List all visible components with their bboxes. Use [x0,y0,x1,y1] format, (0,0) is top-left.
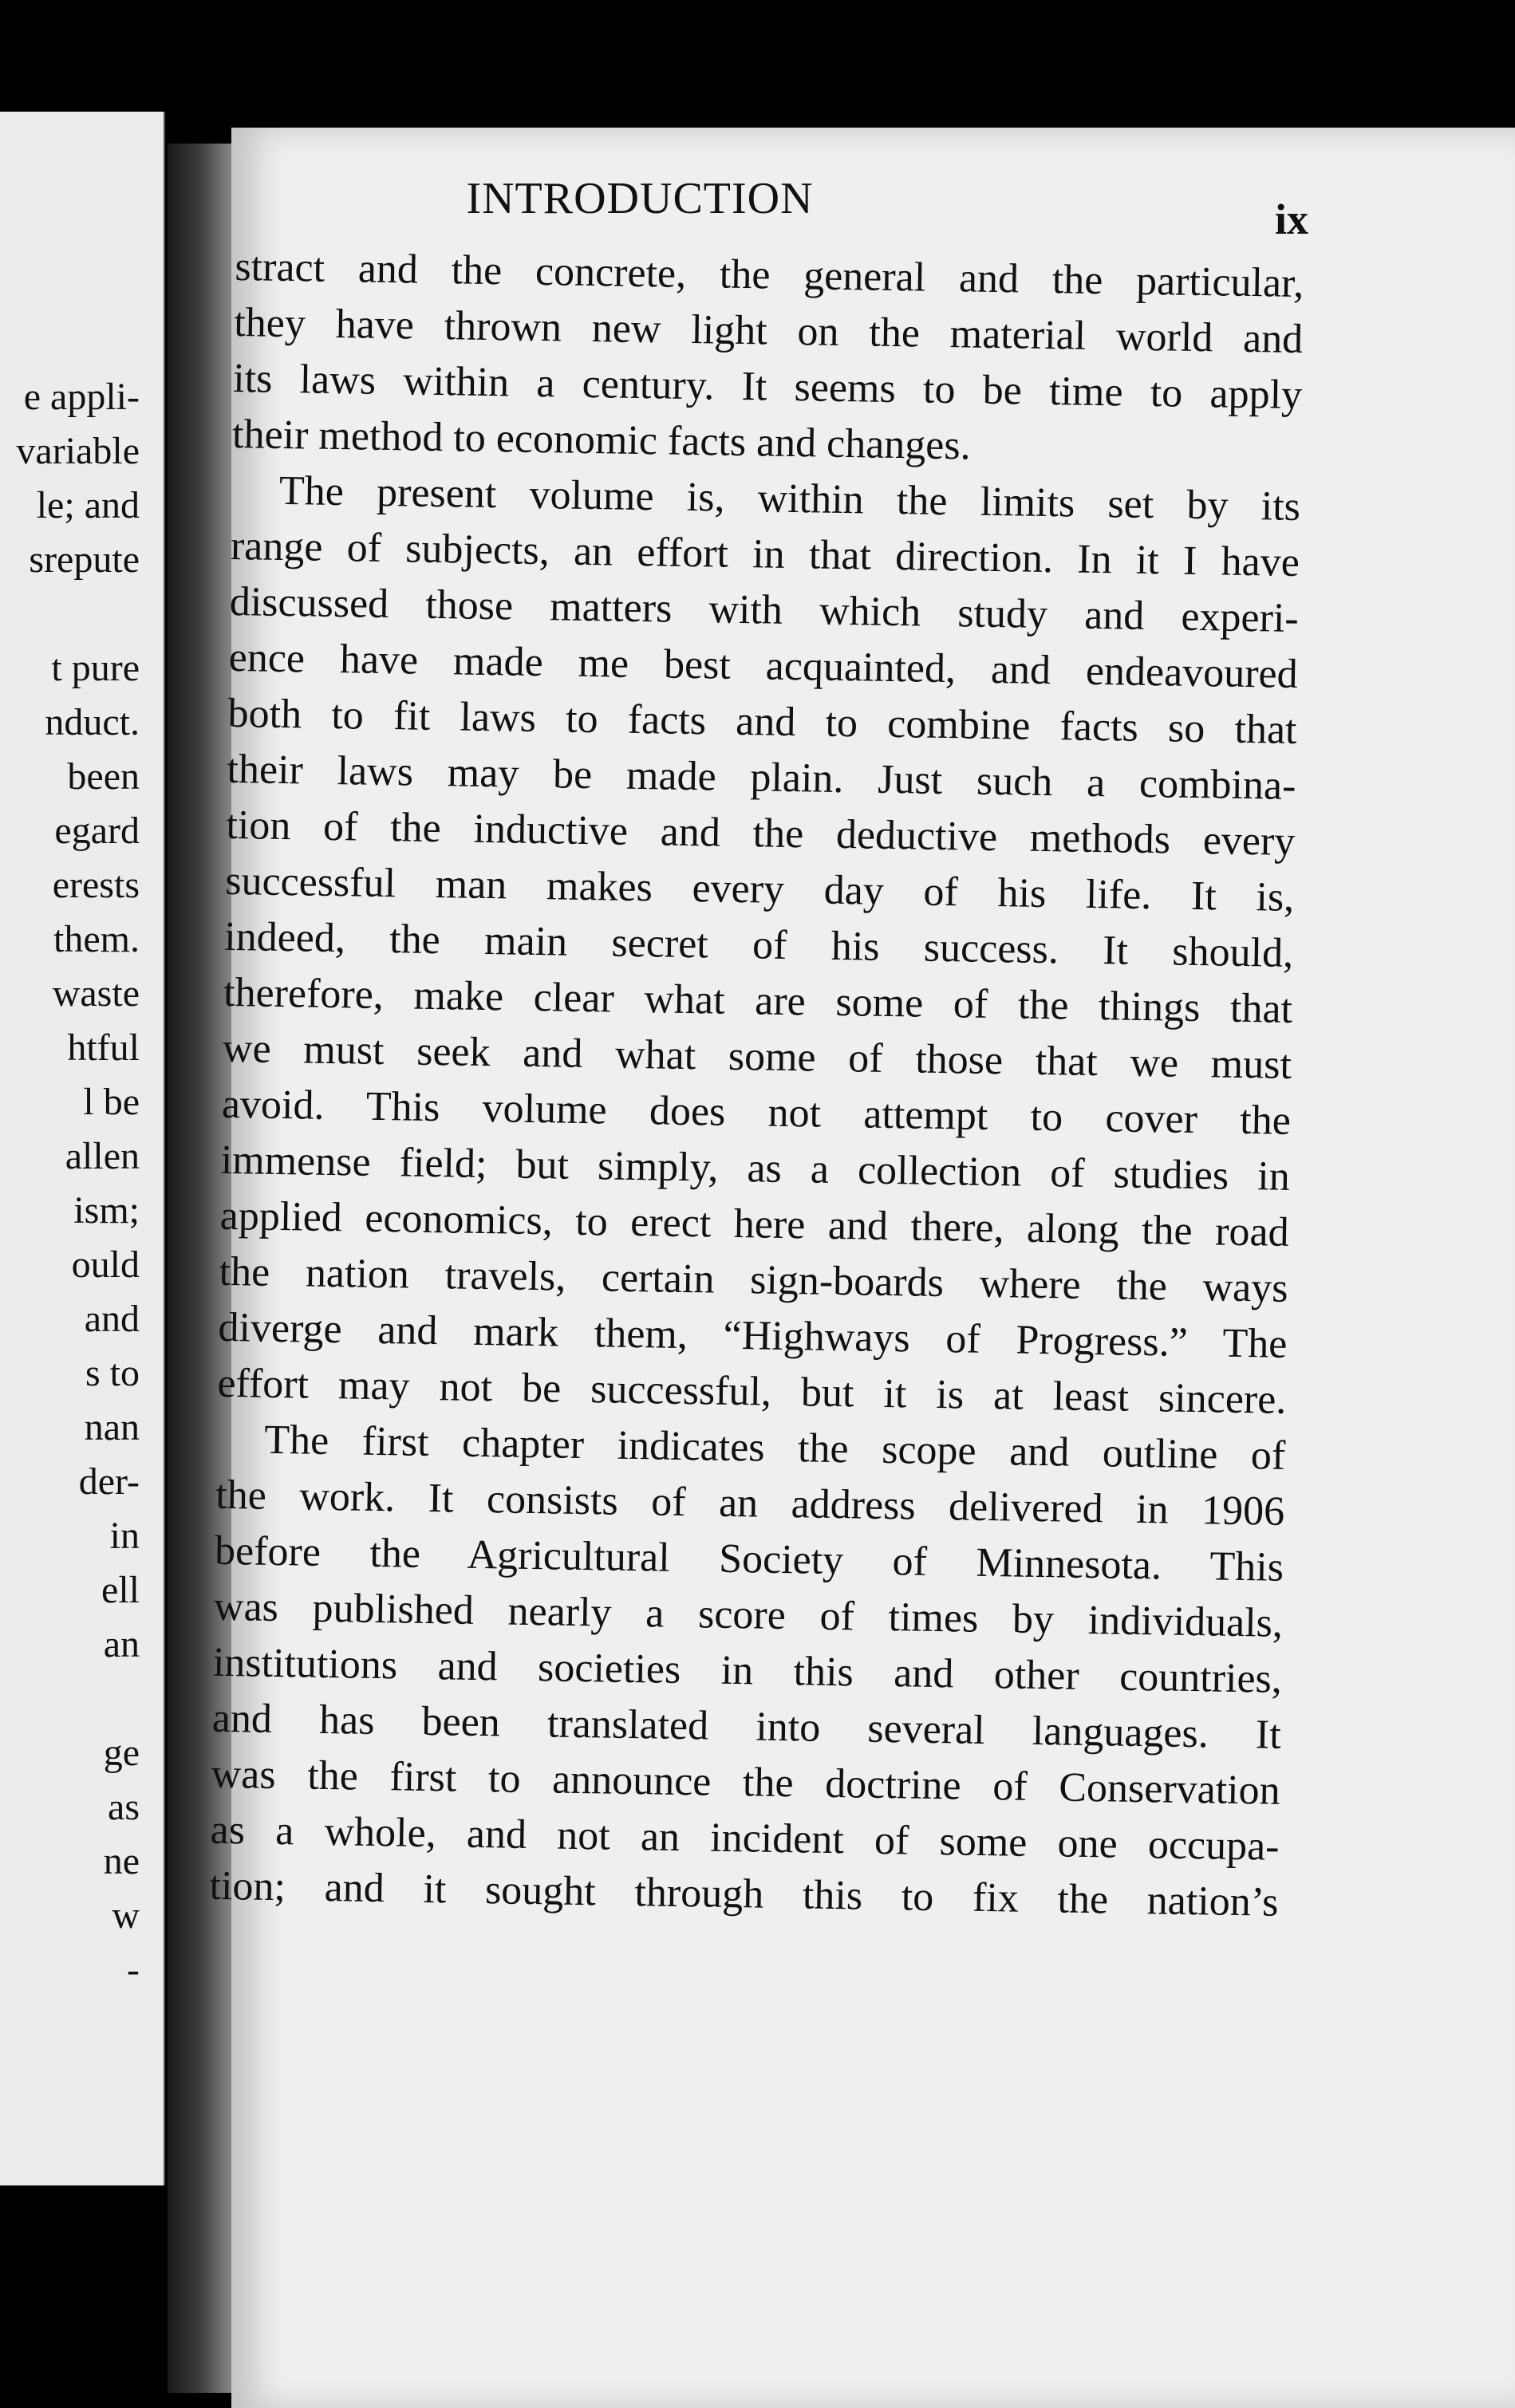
text-line: successful man makes every day of his life. It is, [224,857,1295,920]
text-line: indeed, the main secret of his success. It should, [223,913,1294,976]
text-line: tion of the inductive and the deductive methods every [226,802,1296,865]
text-line: applied economics, to erect here and there, along the road [219,1192,1290,1255]
text-line: both to fit laws to facts and to combine facts so that [227,690,1297,753]
text-line: before the Agricultural Society of Minnesota. This [214,1527,1284,1590]
facing-page-fragment [0,112,165,2185]
page-number: ix [1275,195,1309,243]
left-page-line: and [84,1298,140,1340]
text-line: they have thrown new light on the material world and [233,299,1304,363]
left-page-line: nan [84,1406,140,1448]
left-page-line: an [103,1623,140,1665]
left-page-line: waste [52,972,140,1015]
text-line: tion; and it sought through this to fix the nation’s [209,1862,1279,1925]
left-page-line: allen [65,1135,140,1177]
text-line: range of subjects, an effort in that direction. In it I have [230,522,1300,585]
left-page-line: - [127,1949,140,1991]
text-line: The present volume is, within the limits set by its [278,467,1301,530]
text-line: therefore, make clear what are some of the things that [223,969,1293,1032]
left-page-line: nduct. [45,701,140,743]
left-page-line: egard [54,810,140,852]
left-page-line: le; and [36,484,140,526]
text-line: was published nearly a score of times by individuals, [213,1583,1284,1646]
text-line: effort may not be successful, but it is at least sincere. [217,1360,1287,1423]
text-line: stract and the concrete, the general and the particular, [235,243,1304,307]
text-line: discussed those matters with which study and experi- [229,578,1300,641]
left-page-line: s to [85,1352,140,1394]
left-page-line: t pure [51,647,140,689]
left-page-line: as [108,1786,140,1828]
left-page-line: ould [71,1243,140,1286]
text-line: was the first to announce the doctrine of Conservation [211,1751,1281,1814]
left-page-line: ge [103,1732,140,1774]
left-page-line: l be [83,1081,140,1123]
running-head-title: INTRODUCTION [466,174,814,223]
text-line: as a whole, and not an incident of some one occupa- [210,1807,1280,1870]
left-page-line: erests [52,864,140,906]
text-line: and has been translated into several languages. It [211,1695,1282,1758]
left-page-line: been [67,755,140,798]
text-line: the nation travels, certain sign-boards where the ways [219,1248,1288,1311]
left-page-line: ne [103,1840,140,1882]
text-line: immense field; but simply, as a collection of studies in [220,1137,1291,1200]
text-line: institutions and societies in this and other countries, [212,1639,1283,1702]
left-page-line: htful [67,1027,140,1069]
text-line: its laws within a century. It seems to be time to apply [232,355,1303,419]
text-line: their laws may be made plain. Just such a combina- [227,746,1296,809]
text-line: diverge and mark them, “Highways of Progress.” The [218,1304,1288,1367]
left-page-line: srepute [29,538,140,581]
text-line: we must seek and what some of those that we must [222,1025,1292,1088]
left-page-line: them. [53,918,140,960]
left-page-line: ell [101,1569,140,1611]
text-line: their method to economic facts and changes. [231,411,972,469]
text-line: The first chapter indicates the scope and outline of [263,1417,1286,1479]
left-page-line: e appli- [23,376,140,418]
left-page-line: ism; [73,1189,140,1232]
text-line: avoid. This volume does not attempt to cover the [221,1081,1292,1144]
text-line: the work. It consists of an address delivered in 1906 [215,1472,1285,1535]
left-page-line: variable [16,430,140,472]
left-page-line: w [112,1894,140,1937]
text-line: ence have made me best acquainted, and endeavoured [228,634,1299,697]
left-page-line: der- [78,1460,140,1503]
left-page-line: in [109,1515,140,1557]
